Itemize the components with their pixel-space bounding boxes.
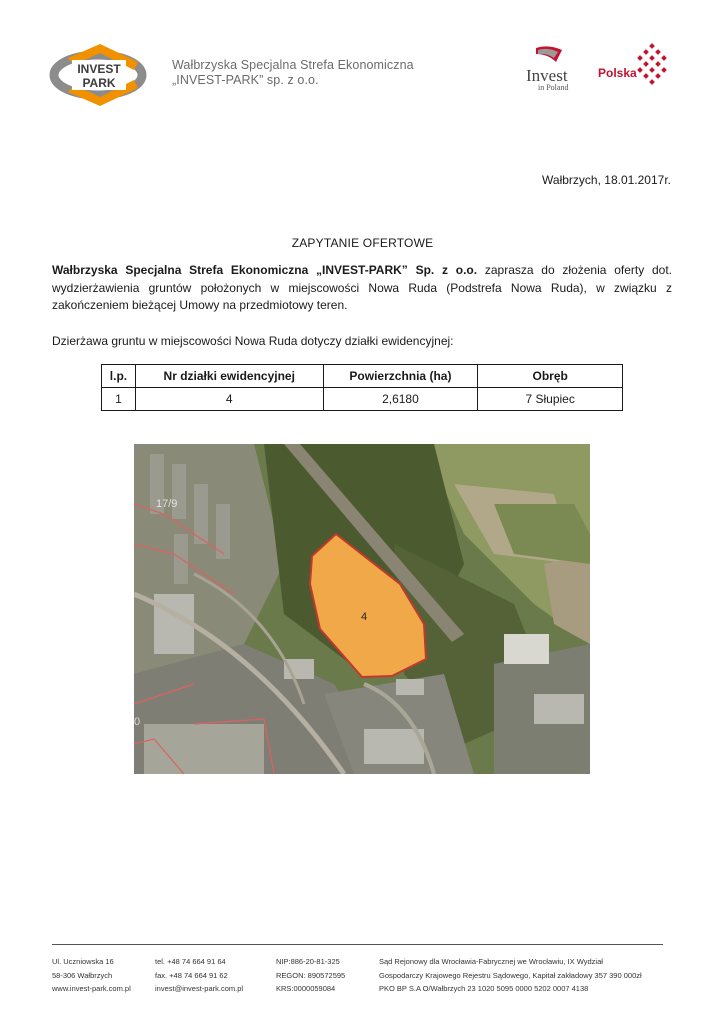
- footer-court: Sąd Rejonowy dla Wrocławia-Fabrycznej we Wrocławiu, IX Wydział: [379, 957, 603, 966]
- footer-capital: Gospodarczy Krajowego Rejestru Sądowego, Kapitał zakładowy 357 390 000zł: [379, 970, 642, 980]
- polska-logo: [597, 40, 669, 92]
- footer-address: [52, 955, 131, 996]
- cell-area: 2,6180: [323, 388, 478, 411]
- company-name-line1: Wałbrzyska Specjalna Strefa Ekonomiczna: [172, 58, 414, 72]
- neighbor-parcel-label: 17/9: [156, 498, 178, 510]
- footer-nip: NIP:886-20-81-325: [276, 957, 340, 966]
- header-area: Powierzchnia (ha): [323, 365, 478, 388]
- intro-paragraph: [52, 262, 672, 315]
- cell-lp: 1: [102, 388, 136, 411]
- footer-fax: fax. +48 74 664 91 62: [155, 970, 228, 980]
- footer-contact: [155, 955, 243, 996]
- invest-park-logo: [48, 40, 158, 110]
- footer-legal: [379, 955, 642, 996]
- logo-text-park: PARK: [82, 76, 116, 90]
- company-name: [172, 58, 414, 88]
- in-poland-word: in Poland: [538, 83, 569, 92]
- invest-word: Invest: [526, 66, 568, 85]
- cell-precinct: 7 Słupiec: [478, 388, 623, 411]
- cell-plot-number: 4: [135, 388, 323, 411]
- footer-divider: [52, 944, 663, 945]
- table-header-row: [102, 365, 623, 388]
- intro-text: zaprasza do złożenia oferty dot. wydzierżawienia gruntów położonych w miejscowości Nowa Ruda (Podstrefa Nowa Ruda), w związku z zakończeniem bieżącej Umowy na przedmiotowy teren.: [52, 263, 672, 312]
- footer-registration: [276, 955, 345, 996]
- document-title: ZAPYTANIE OFERTOWE: [291, 236, 434, 250]
- aerial-map: [134, 444, 590, 774]
- edge-label: 0: [134, 716, 141, 728]
- footer-phone: tel. +48 74 664 91 64: [155, 957, 226, 966]
- header-lp: l.p.: [102, 365, 136, 388]
- header-plot-number: Nr działki ewidencyjnej: [135, 365, 323, 388]
- footer-city: 58-306 Wałbrzych: [52, 970, 113, 980]
- lease-sentence: Dzierżawa gruntu w miejscowości Nowa Ruda dotyczy działki ewidencyjnej:: [52, 334, 454, 348]
- footer-krs: KRS:0000059084: [276, 984, 336, 993]
- polska-word: Polska: [598, 66, 637, 80]
- footer-regon: REGON: 890572595: [276, 970, 346, 980]
- footer-email[interactable]: invest@invest-park.com.pl: [155, 984, 244, 993]
- intro-company-name: Wałbrzyska Specjalna Strefa Ekonomiczna „INVEST-PARK” Sp. z o.o.: [52, 263, 478, 277]
- footer-street: Ul. Uczniowska 16: [52, 957, 114, 966]
- header-precinct: Obręb: [478, 365, 623, 388]
- place-date: Wałbrzych, 18.01.2017r.: [542, 173, 671, 187]
- plot-number-label: 4: [361, 611, 368, 623]
- company-name-line2: „INVEST-PARK” sp. z o.o.: [172, 73, 319, 87]
- plot-table: [101, 364, 623, 411]
- invest-in-poland-logo: [518, 42, 588, 94]
- table-row: [102, 388, 623, 411]
- footer-bank: PKO BP S.A O/Wałbrzych 23 1020 5095 0000 5202 0007 4138: [379, 984, 589, 993]
- logo-text-invest: INVEST: [77, 62, 121, 76]
- footer-website[interactable]: www.invest-park.com.pl: [52, 984, 131, 993]
